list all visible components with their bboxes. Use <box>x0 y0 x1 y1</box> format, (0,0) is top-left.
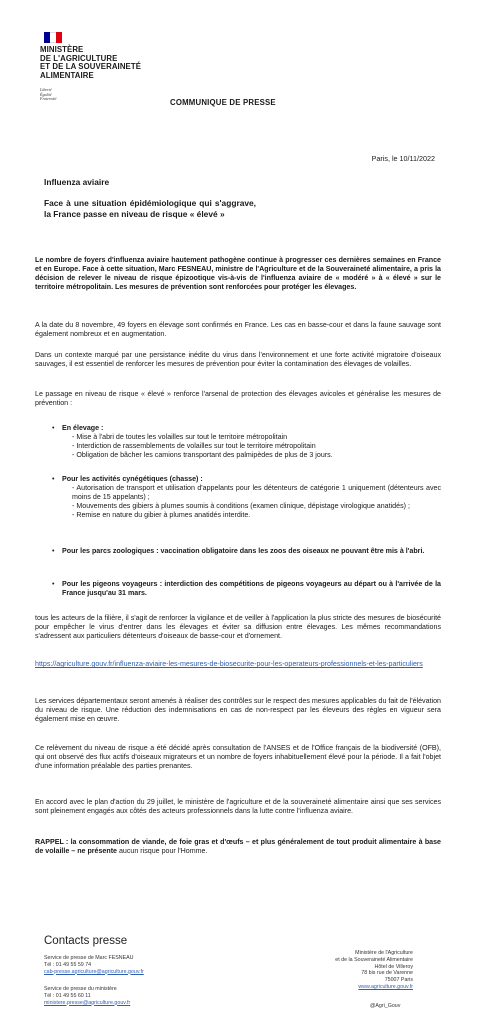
contact-1 <box>44 955 144 975</box>
ministry-line: MINISTÈRE <box>40 45 84 54</box>
paragraph-3: Le passage en niveau de risque « élevé » renforce l'arsenal de protection des élevages avicoles et généralise les mesures de prévention : <box>35 390 441 408</box>
press-subtitle: Face à une situation épidémiologique qui s'aggrave, la France passe en niveau de risque « élevé » <box>44 198 256 219</box>
paragraph-7: En accord avec le plan d'action du 29 juillet, le ministère de l'agriculture et de la souveraineté alimentaire ainsi que ses services sont pleinement engagés aux côtés des acteurs professionnels dans la lutte contre l'influenza aviaire. <box>35 798 441 816</box>
bullet-elevage <box>52 424 441 460</box>
bullet-dot: • <box>52 547 55 555</box>
bullet-subitem: - Mise à l'abri de toutes les volailles sur tout le territoire métropolitain <box>72 433 288 442</box>
french-flag <box>44 32 62 43</box>
motto-line: Fraternité <box>40 96 57 102</box>
contacts-title: Contacts presse <box>44 935 128 947</box>
press-date: Paris, le 10/11/2022 <box>371 154 435 163</box>
ministry-line: DE L'AGRICULTURE <box>40 53 118 63</box>
paragraph-4: tous les acteurs de la filière, il s'agit de renforcer la vigilance et de veiller à l'application la plus stricte des mesures de biosécurité pour empêcher le virus d'entrer dans les élevages et éviter sa diffusion entre élevages. Les mêmes recommandations s'adressent aux particuliers détenteurs d'oiseaux de basse-cour et d'ornement. <box>35 614 441 641</box>
bullet-chasse <box>52 475 441 520</box>
motto-line: Liberté <box>40 87 52 92</box>
rappel-bold: RAPPEL : la consommation de viande, de foie gras et d'œufs – et plus généralement de tout produit alimentaire à base de volaille – ne présente <box>35 838 441 856</box>
document-type: COMMUNIQUE DE PRESSE <box>170 98 276 107</box>
flag-red <box>56 32 62 43</box>
bullet-subitem: - Interdiction de rassemblements de volailles sur tout le territoire métropolitain <box>72 442 316 451</box>
paragraph-6: Ce relèvement du niveau de risque a été décidé après consultation de l'ANSES et de l'Office français de la biodiversité (OFB), qui ont observé des flux actifs d'oiseaux migrateurs et un nombre de foyers inhabituellement élevé pour la période. Il a fait l'objet d'une information préalable des parties prenantes. <box>35 744 441 771</box>
paragraph-5: Les services départementaux seront amenés à réaliser des contrôles sur le respect des mesures applicables du fait de l'élévation du niveau de risque. Une réduction des indemnisations en cas de non-respect par les éleveurs des règles en vigueur sera également mise en œuvre. <box>35 697 441 724</box>
website-link[interactable]: www.agriculture.gouv.fr <box>358 983 413 990</box>
bullet-heading: Pour les activités cynégétiques (chasse) : <box>62 475 203 483</box>
ministry-line: ET DE LA SOUVERAINETÉ <box>40 62 142 72</box>
biosecurity-link[interactable]: https://agriculture.gouv.fr/influenza-aviaire-les-mesures-de-biosecurite-pour-les-operateurs-professionnels-et-les-particuliers <box>35 660 423 668</box>
address-line: Ministère de l'Agriculture <box>355 950 413 956</box>
bullet-zoo <box>52 547 441 556</box>
address-line: 75007 Paris <box>384 977 413 984</box>
republic-motto <box>40 88 56 102</box>
ministry-name <box>40 46 141 80</box>
twitter-handle: @Agri_Gouv <box>370 1003 401 1009</box>
bullet-dot: • <box>52 475 55 483</box>
bullet-subitem: - Remise en nature du gibier à plumes anatidés interdite. <box>72 511 251 520</box>
rappel-rest: aucun risque pour l'Homme. <box>117 847 208 856</box>
contact-2 <box>44 986 130 1006</box>
contact-email[interactable]: cab-presse.agriculture@agriculture.gouv.fr <box>44 968 144 975</box>
bullet-subitem: - Autorisation de transport et utilisation d'appelants pour les détenteurs de catégorie 1 uniquement (détenteurs avec moins de 15 appelants) ; <box>72 484 441 502</box>
contact-phone: Tél : 01 49 55 60 11 <box>44 992 91 999</box>
rappel-paragraph <box>35 838 441 856</box>
ministry-line: ALIMENTAIRE <box>40 70 94 80</box>
bullet-heading: En élevage : <box>62 424 104 432</box>
bullet-text: Pour les pigeons voyageurs : interdiction des compétitions de pigeons voyageurs au départ ou à l'arrivée de la France jusqu'au 31 mars. <box>62 580 441 598</box>
contact-phone: Tél : 01 49 55 59 74 <box>44 961 92 968</box>
biosecurity-link-container <box>35 660 441 669</box>
bullet-subitem: - Mouvements des gibiers à plumes soumis à conditions (examen clinique, dépistage virologique anatidés) ; <box>72 502 410 511</box>
bullet-text: Pour les parcs zoologiques : vaccination obligatoire dans les zoos des oiseaux ne pouvant être mis à l'abri. <box>62 547 425 555</box>
press-title: Influenza aviaire <box>44 177 110 187</box>
contact-name: Service de presse de Marc FESNEAU <box>44 955 134 961</box>
contact-name: Service de presse du ministère <box>44 986 117 992</box>
bullet-dot: • <box>52 580 55 588</box>
bullet-subitem: - Obligation de bâcher les camions transportant des palmipèdes de plus de 3 jours. <box>72 451 333 460</box>
paragraph-1: A la date du 8 novembre, 49 foyers en élevage sont confirmés en France. Les cas en basse-cour et dans la faune sauvage sont également nombreux et en augmentation. <box>35 321 441 339</box>
address-line: Hôtel de Villeroy <box>374 963 413 970</box>
bullet-dot: • <box>52 424 55 432</box>
motto-line: Égalité <box>40 91 52 97</box>
address-line: 78 bis rue de Varenne <box>361 970 413 977</box>
lead-paragraph: Le nombre de foyers d'influenza aviaire hautement pathogène continue à progresser ces dernières semaines en France et en Europe. Face à cette situation, Marc FESNEAU, ministre de l'Agriculture et de la Souveraineté alimentaire, a pris la décision de relever le niveau de risque épizootique vis-à-vis de l'influenza aviaire de « modéré » à « élevé » sur le territoire métropolitain. Les mesures de prévention sont renforcées pour protéger les élevages. <box>35 256 441 292</box>
ministry-address <box>335 950 413 991</box>
contact-email[interactable]: ministere.presse@agriculture.gouv.fr <box>44 999 131 1006</box>
address-line: et de la Souveraineté Alimentaire <box>335 956 413 963</box>
bullet-pigeons <box>52 580 441 598</box>
paragraph-2: Dans un contexte marqué par une persistance inédite du virus dans l'environnement et une forte activité migratoire d'oiseaux sauvages, il est essentiel de renforcer les mesures de prévention pour éviter la contamination des élevages de volailles. <box>35 351 441 369</box>
